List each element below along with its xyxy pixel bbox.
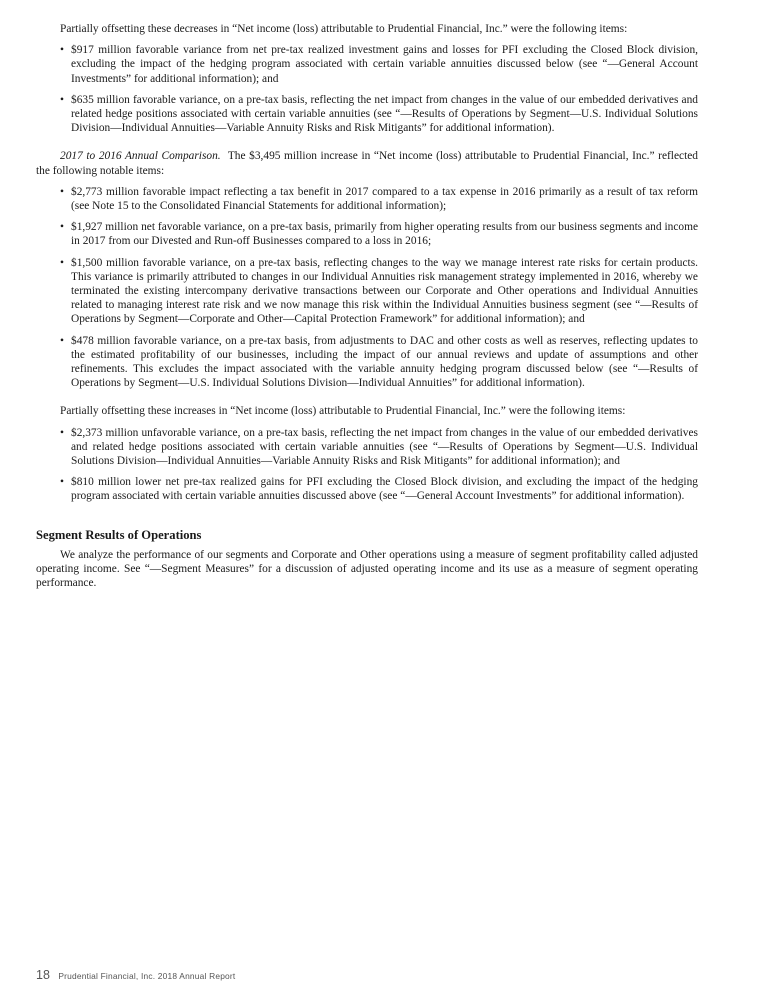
notable-items-list xyxy=(36,185,698,391)
section-heading: Segment Results of Operations xyxy=(36,527,202,542)
report-label: Prudential Financial, Inc. 2018 Annual Report xyxy=(58,971,236,981)
list-item: • $917 million favorable variance from net pre-tax realized investment gains and losses for PFI excluding the Closed Block division, excluding the impact of the hedging program associated with certain variable annuities discussed below (see “—General Account Investments” for additional information); and xyxy=(60,43,698,86)
list-item: • $2,373 million unfavorable variance, on a pre-tax basis, reflecting the net impact from changes in the value of our embedded derivatives and related hedge positions associated with certain variable annuities (see “—Results of Operations by Segment—U.S. Individual Solutions Division—Individual Annuities—Variable Annuity Risks and Risk Mitigants” for additional information); and xyxy=(60,426,698,469)
comparison-text: The $3,495 million increase in “Net income (loss) attributable to Prudential Financial, Inc.” reflected the following notable items: xyxy=(36,150,698,177)
list-item: • $810 million lower net pre-tax realized gains for PFI excluding the Closed Block division, and excluding the impact of the hedging program associated with certain variable annuities discussed above (see “—General Account Investments” for additional information). xyxy=(60,475,698,503)
comparison-label: 2017 to 2016 Annual Comparison. xyxy=(60,150,221,163)
list-item: • $2,773 million favorable impact reflecting a tax benefit in 2017 compared to a tax expense in 2016 primarily as a result of tax reform (see Note 15 to the Consolidated Financial Statements for additional information); xyxy=(60,185,698,213)
comparison-paragraph xyxy=(36,149,698,177)
document-page xyxy=(36,22,698,590)
list-item: • $635 million favorable variance, on a pre-tax basis, reflecting the net impact from changes in the value of our embedded derivatives and related hedge positions associated with certain variable annuities (see “—Results of Operations by Segment—U.S. Individual Solutions Division—Individual Annuities—Variable Annuity Risks and Risk Mitigants” for additional information). xyxy=(60,93,698,136)
page-footer xyxy=(36,966,235,984)
intro-offsets-decreases: Partially offsetting these decreases in “Net income (loss) attributable to Prudential Financial, Inc.” were the following items: xyxy=(60,23,628,35)
intro-offsets-increases: Partially offsetting these increases in “Net income (loss) attributable to Prudential Financial, Inc.” were the following items: xyxy=(60,405,626,418)
segment-section-body: We analyze the performance of our segments and Corporate and Other operations using a measure of segment profitability called adjusted operating income. See “—Segment Measures” for a discussion of adjusted operating income and its use as a measure of segment operating performance. xyxy=(36,548,698,590)
list-item: • $1,927 million net favorable variance, on a pre-tax basis, primarily from higher operating results from our business segments and income in 2017 from our Divested and Run-off Businesses compared to a loss in 2016; xyxy=(60,220,698,248)
decrease-offset-list xyxy=(36,43,698,135)
list-item: • $1,500 million favorable variance, on a pre-tax basis, reflecting changes to the way we manage interest rate risks for certain products. This variance is primarily attributed to changes in our Individual Annuities risk management strategy implemented in 2016, whereby we terminated the existing intercompany derivative transactions between our Corporate and Other operations and Individual Annuities related to managing interest rate risk and we now manage this risk within the Individual Annuities business segment (see “—Results of Operations by Segment—Corporate and Other—Capital Protection Framework” for additional information); and xyxy=(60,256,698,327)
page-number: 18 xyxy=(36,968,50,982)
list-item: • $478 million favorable variance, on a pre-tax basis, from adjustments to DAC and other costs as well as reserves, reflecting updates to the estimated profitability of our businesses, including the impact of our annual reviews and update of assumptions and other refinements. This excludes the impact associated with the variable annuity hedging program discussed below (see “—Results of Operations by Segment—U.S. Individual Solutions Division—Individual Annuities” for additional information). xyxy=(60,334,698,391)
increase-offset-list xyxy=(36,426,698,504)
